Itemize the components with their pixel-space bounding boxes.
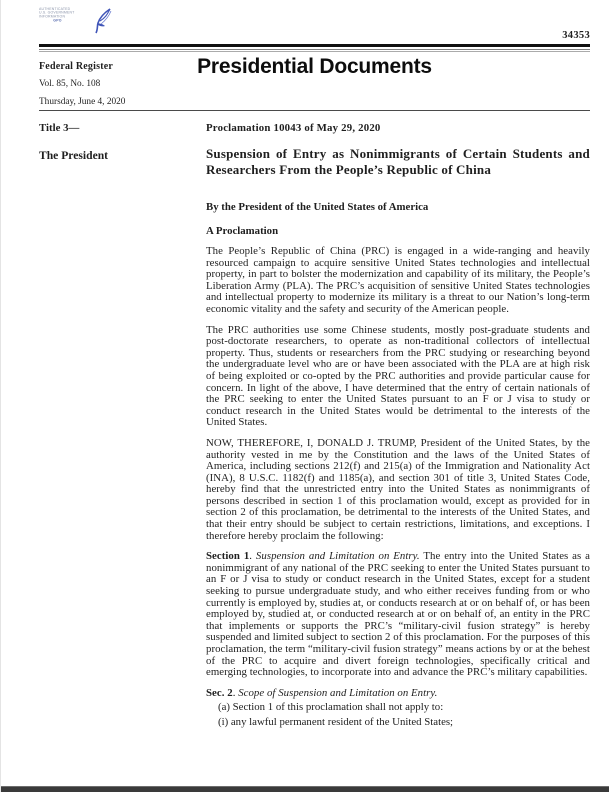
left-column [39, 122, 206, 729]
section-2-label: Sec. 2 [206, 686, 233, 699]
section-1-title: Suspension and Limitation on Entry. [255, 550, 420, 563]
section-2-title: Scope of Suspension and Limitation on Entry. [238, 686, 438, 699]
page-body [1, 0, 609, 729]
header-rule-thin [39, 49, 590, 50]
page-top-row [39, 6, 590, 42]
gpo-logo-line: AUTHENTICATED [39, 7, 71, 11]
right-column [206, 122, 590, 729]
header-rule [39, 44, 590, 52]
byline: By the President of the United States of America [206, 201, 429, 213]
gpo-authenticated-logo [39, 7, 114, 42]
body-paragraph-1: The People’s Republic of China (PRC) is engaged in a wide-ranging and heavily resourced campaign to acquire sensitive United States technologies and intellectual property, in part to bolster the modernization and capability of its military, the People’s Liberation Army (PLA). The PRC’s acquisition of sensitive United States technologies and intellectual property to modernize its military is a threat to our Nation’s long-term economic vitality and the safety and security of the American people. [206, 245, 590, 315]
masthead-divider [39, 110, 590, 111]
gpo-logo-line: INFORMATION [39, 14, 66, 19]
section-1-label: Section 1 [206, 550, 250, 563]
section-2-separator: . [232, 686, 239, 699]
section-1-separator: . [249, 550, 256, 563]
masthead [39, 52, 590, 108]
gpo-abbreviation: GPO [53, 18, 62, 23]
gpo-logo-line: U.S. GOVERNMENT [39, 10, 75, 15]
gpo-eagle-icon [88, 7, 114, 42]
viewer-bottom-edge [1, 786, 609, 792]
proclamation-subheading: A Proclamation [206, 225, 279, 237]
gpo-logo-text [39, 7, 83, 22]
body-paragraph-3: NOW, THEREFORE, I, DONALD J. TRUMP, President of the United States, by the authority vested in me by the Constitution and the laws of the United States of America, including sections 212(f) and 215(a) of the Immigration and Nationality Act (INA), 8 U.S.C. 1182(f) and 1185(a), and section 301 of title 3, United States Code, hereby find that the unrestricted entry into the United States as nonimmigrants of persons described in section 1 of this proclamation would, except as provided for in section 2 of this proclamation, be detrimental to the interests of the United States, and that their entry should be subject to certain restrictions, limitations, and exceptions. I therefore hereby proclaim the following: [206, 436, 590, 542]
masthead-date: Thursday, June 4, 2020 [39, 97, 126, 107]
exception-item-i: (i) any lawful permanent resident of the United States; [218, 715, 454, 728]
page-number: 34353 [562, 30, 590, 41]
exception-item-a: (a) Section 1 of this proclamation shall not apply to: [218, 701, 444, 714]
title3-label: Title 3— [39, 122, 80, 134]
section-2-heading [206, 688, 590, 700]
masthead-volume: Vol. 85, No. 108 [39, 79, 101, 89]
document-title: Suspension of Entry as Nonimmigrants of Certain Students and Researchers From the People’s Republic of China [206, 146, 590, 177]
masthead-publication-name: Federal Register [39, 61, 114, 72]
body-paragraph-2: The PRC authorities use some Chinese students, mostly post-graduate students and post-doctorate researchers, to operate as non-traditional collectors of intellectual property. Thus, students or researchers from the PRC studying or researching beyond the undergraduate level who are or have been associated with the PLA are at high risk of being exploited or co-opted by the PRC authorities and provide particular cause for concern. In light of the above, I have determined that the entry of certain nationals of the PRC seeking to enter the United States pursuant to an F or J visa to study or conduct research in the United States would be detrimental to the interests of the United States. [206, 323, 590, 429]
header-rule-thick [39, 44, 590, 47]
section-1-body: The entry into the United States as a nonimmigrant of any national of the PRC seeking to enter the United States pursuant to an F or J visa to study or conduct research in the United States, except for a student seeking to pursue undergraduate study, and who either receives funding from or who currently is employed by, studies at, or conducts research at or on behalf of, or has been employed by, studied at, or conducted research at or on behalf of, an entity in the PRC that implements or supports the PRC’s “military-civil fusion strategy” is hereby suspended and limited subject to section 2 of this proclamation. For the purposes of this proclamation, the term “military-civil fusion strategy” means actions by or at the behest of the PRC to acquire and divert foreign technologies, specifically critical and emerging technologies, to incorporate into and advance the PRC’s military capabilities. [206, 550, 591, 679]
section-1-paragraph [206, 551, 590, 679]
proclamation-number-line: Proclamation 10043 of May 29, 2020 [206, 122, 381, 134]
the-president-label: The President [39, 149, 109, 162]
presidential-documents-heading: Presidential Documents [197, 55, 432, 78]
document-main [39, 122, 590, 729]
